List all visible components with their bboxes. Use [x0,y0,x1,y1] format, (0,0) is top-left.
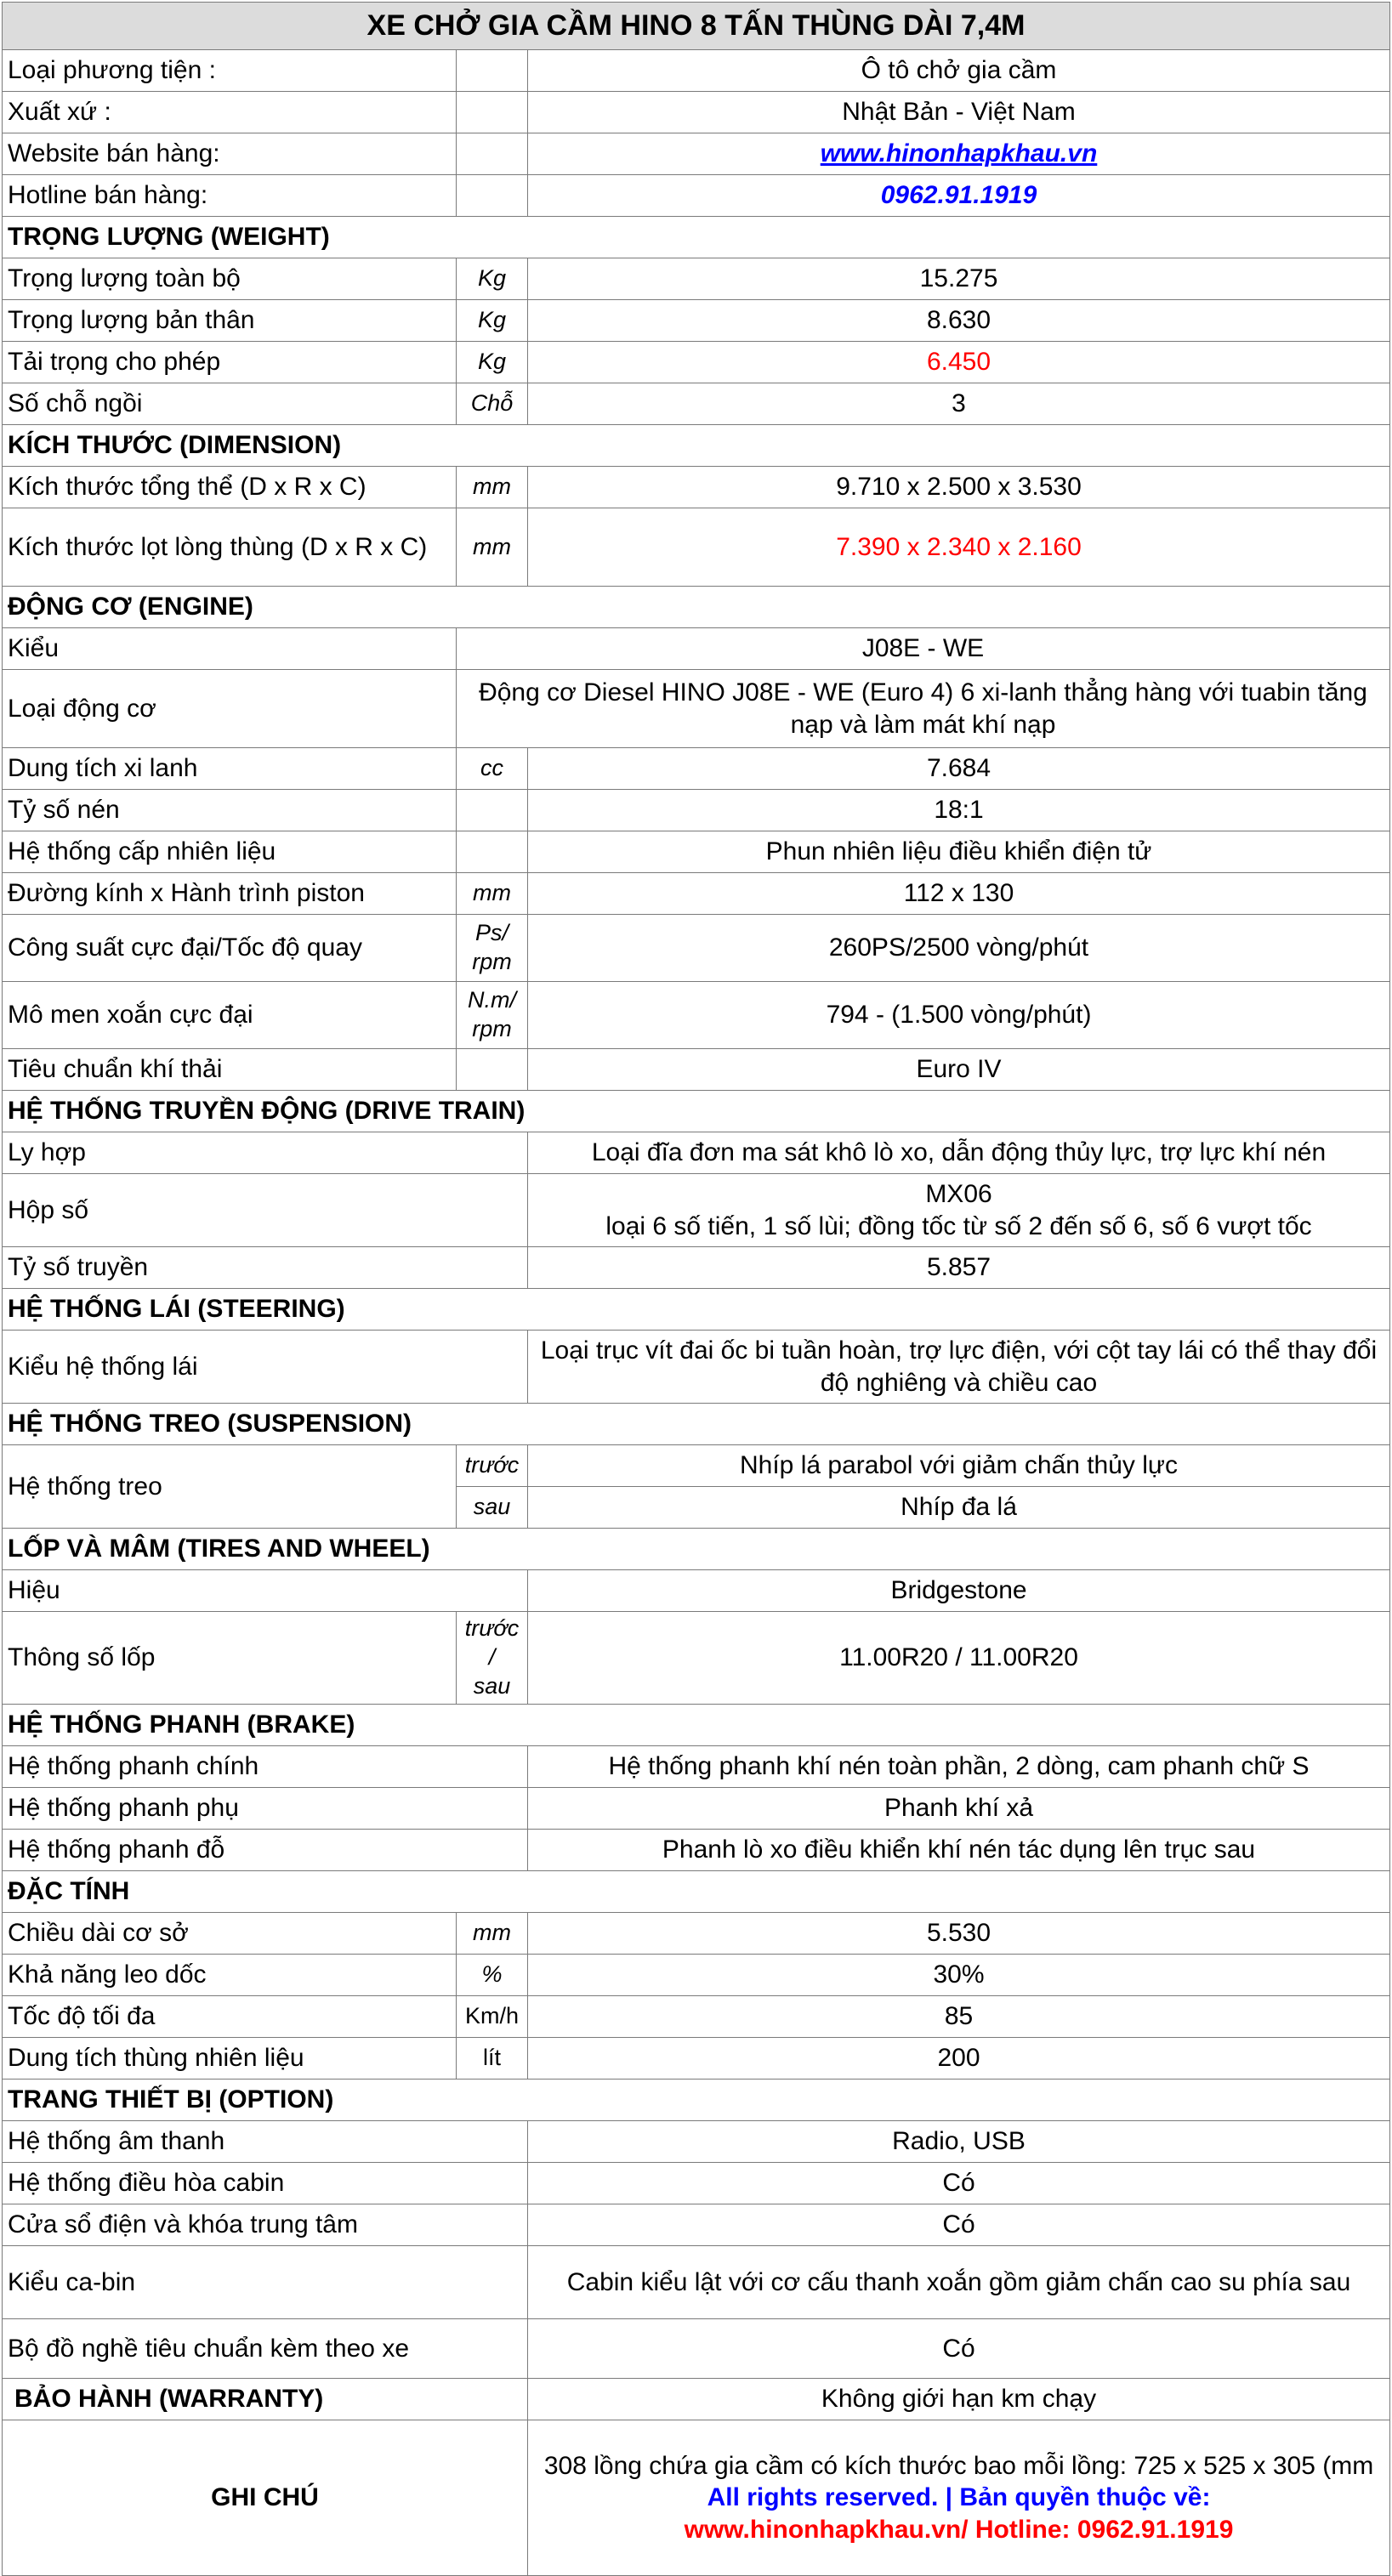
spec-label: Hệ thống treo [3,1445,457,1529]
spec-value: 5.857 [528,1247,1390,1289]
copyright-text: All rights reserved. | Bản quyền thuộc về: [707,2483,1211,2512]
spec-label: Loại phương tiện : [3,50,457,92]
spec-value: 9.710 x 2.500 x 3.530 [528,467,1390,508]
spec-label: Website bán hàng: [3,133,457,175]
spec-unit: Kg [457,300,528,342]
spec-unit: mm [457,467,528,508]
section-heading-suspension: HỆ THỐNG TREO (SUSPENSION) [3,1404,1390,1445]
spec-label: Tỷ số nén [3,790,457,831]
spec-label: Cửa sổ điện và khóa trung tâm [3,2204,528,2246]
spec-row [3,1746,1390,1788]
spec-row [3,1445,1390,1487]
spec-value: 18:1 [528,790,1390,831]
spec-value: 200 [528,2038,1390,2080]
spec-unit: mm [457,873,528,915]
spec-value-line: loại 6 số tiến, 1 số lùi; đồng tốc từ số 2 đến số 6, số 6 vượt tốc [605,1211,1312,1240]
spec-unit-line: Ps/ [474,920,509,946]
spec-label: Xuất xứ : [3,92,457,133]
note-row [3,2420,1390,2576]
spec-row [3,915,1390,982]
spec-row [3,467,1390,508]
spec-unit: sau [457,1487,528,1529]
spec-label: Hiệu [3,1570,528,1612]
spec-unit [457,1049,528,1091]
spec-row [3,1331,1390,1404]
spec-value: Loại trục vít đai ốc bi tuần hoàn, trợ lực điện, với cột tay lái có thể thay đổi độ nghiêng và chiều cao [528,1331,1390,1404]
spec-unit: Kg [457,342,528,383]
note-text: 308 lồng chứa gia cầm có kích thước bao mỗi lồng: 725 x 525 x 305 (mm [543,2451,1374,2480]
section-heading-brake: HỆ THỐNG PHANH (BRAKE) [3,1705,1390,1746]
spec-row [3,1913,1390,1955]
website-link[interactable]: www.hinonhapkhau.vn [820,139,1098,168]
page-title: XE CHỞ GIA CẦM HINO 8 TẤN THÙNG DÀI 7,4M [3,3,1390,50]
spec-unit-line: N.m/ [468,987,516,1013]
spec-value: Không giới hạn km chạy [528,2379,1390,2420]
spec-row [3,1955,1390,1996]
spec-row [3,1612,1390,1705]
spec-label: Hệ thống phanh phụ [3,1788,528,1830]
spec-row [3,748,1390,790]
spec-label: Công suất cực đại/Tốc độ quay [3,915,457,982]
spec-label: Kích thước tổng thể (D x R x C) [3,467,457,508]
spec-value: 11.00R20 / 11.00R20 [528,1612,1390,1705]
spec-value: Phanh lò xo điều khiển khí nén tác dụng lên trục sau [528,1830,1390,1871]
spec-unit-line: rpm [472,1016,512,1041]
spec-unit: Km/h [457,1996,528,2038]
spec-label: Mô men xoắn cực đại [3,982,457,1049]
section-heading-dimension: KÍCH THƯỚC (DIMENSION) [3,425,1390,467]
website-link-cell [528,133,1390,175]
spec-value: 8.630 [528,300,1390,342]
note-value [528,2420,1390,2576]
spec-label: Dung tích thùng nhiên liệu [3,2038,457,2080]
spec-label: Hệ thống âm thanh [3,2121,528,2163]
spec-label: Ly hợp [3,1132,528,1174]
section-heading-tires: LỐP VÀ MÂM (TIRES AND WHEEL) [3,1529,1390,1570]
spec-label: Dung tích xi lanh [3,748,457,790]
spec-label: Tải trọng cho phép [3,342,457,383]
spec-value-line: MX06 [925,1180,992,1208]
spec-label: Hệ thống điều hòa cabin [3,2163,528,2204]
spec-label: Kích thước lọt lòng thùng (D x R x C) [3,508,457,587]
spec-row [3,1247,1390,1289]
spec-row [3,300,1390,342]
section-heading-warranty: BẢO HÀNH (WARRANTY) [3,2379,528,2420]
spec-unit: Chỗ [457,383,528,425]
spec-unit [457,915,528,982]
spec-unit-line: rpm [472,949,512,974]
spec-value: Cabin kiểu lật với cơ cấu thanh xoắn gồm giảm chấn cao su phía sau [528,2246,1390,2319]
spec-label: Khả năng leo dốc [3,1955,457,1996]
spec-label: Đường kính x Hành trình piston [3,873,457,915]
spec-label: Hệ thống phanh chính [3,1746,528,1788]
spec-label: Kiểu ca-bin [3,2246,528,2319]
spec-row [3,133,1390,175]
spec-value: 794 - (1.500 vòng/phút) [528,982,1390,1049]
spec-value: Có [528,2319,1390,2379]
spec-value: Phun nhiên liệu điều khiển điện tử [528,831,1390,873]
spec-unit: mm [457,1913,528,1955]
spec-label: Trọng lượng toàn bộ [3,258,457,300]
section-heading-steering: HỆ THỐNG LÁI (STEERING) [3,1289,1390,1331]
spec-row [3,628,1390,670]
spec-value: Có [528,2204,1390,2246]
spec-value-highlight: 7.390 x 2.340 x 2.160 [528,508,1390,587]
spec-unit: % [457,1955,528,1996]
spec-row [3,92,1390,133]
spec-label: Tiêu chuẩn khí thải [3,1049,457,1091]
spec-label: Trọng lượng bản thân [3,300,457,342]
spec-value [528,1174,1390,1247]
spec-value: Hệ thống phanh khí nén toàn phần, 2 dòng, cam phanh chữ S [528,1746,1390,1788]
spec-label: Hộp số [3,1174,528,1247]
spec-label: Loại động cơ [3,670,457,748]
spec-row [3,1049,1390,1091]
spec-unit-line: sau [473,1672,511,1699]
spec-value: 112 x 130 [528,873,1390,915]
spec-row [3,2246,1390,2319]
spec-label: Thông số lốp [3,1612,457,1705]
spec-unit [457,790,528,831]
spec-row [3,258,1390,300]
spec-value: Ô tô chở gia cầm [528,50,1390,92]
spec-row [3,2204,1390,2246]
spec-unit [457,92,528,133]
spec-label: Tốc độ tối đa [3,1996,457,2038]
spec-label: Hệ thống phanh đỗ [3,1830,528,1871]
spec-row [3,383,1390,425]
spec-row [3,508,1390,587]
section-heading-drivetrain: HỆ THỐNG TRUYỀN ĐỘNG (DRIVE TRAIN) [3,1091,1390,1132]
hotline-value: 0962.91.1919 [528,175,1390,217]
spec-value: Loại đĩa đơn ma sát khô lò xo, dẫn động thủy lực, trợ lực khí nén [528,1132,1390,1174]
spec-unit [457,1612,528,1705]
spec-value: 260PS/2500 vòng/phút [528,915,1390,982]
spec-unit: Kg [457,258,528,300]
spec-row [3,790,1390,831]
spec-value: 85 [528,1996,1390,2038]
spec-row [3,2319,1390,2379]
spec-table [2,2,1390,2576]
spec-unit: lít [457,2038,528,2080]
contact-text: www.hinonhapkhau.vn/ Hotline: 0962.91.1919 [684,2515,1234,2544]
spec-row [3,175,1390,217]
spec-label: Hệ thống cấp nhiên liệu [3,831,457,873]
spec-value: Động cơ Diesel HINO J08E - WE (Euro 4) 6 xi-lanh thẳng hàng với tuabin tăng nạp và làm mát khí nạp [457,670,1390,748]
spec-row [3,831,1390,873]
spec-value: Radio, USB [528,2121,1390,2163]
spec-row [3,670,1390,748]
spec-label: Kiểu hệ thống lái [3,1331,528,1404]
section-heading-options: TRANG THIẾT BỊ (OPTION) [3,2080,1390,2121]
note-label: GHI CHÚ [3,2420,528,2576]
spec-label: Chiều dài cơ sở [3,1913,457,1955]
spec-value-highlight: 6.450 [528,342,1390,383]
spec-label: Tỷ số truyền [3,1247,528,1289]
spec-unit: cc [457,748,528,790]
spec-value: Nhíp lá parabol với giảm chấn thủy lực [528,1445,1390,1487]
spec-value: J08E - WE [457,628,1390,670]
spec-value: Có [528,2163,1390,2204]
spec-unit-line: trước [464,1615,520,1642]
spec-row [3,342,1390,383]
spec-row [3,2379,1390,2420]
spec-unit: mm [457,508,528,587]
spec-value: 15.275 [528,258,1390,300]
section-heading-features: ĐẶC TÍNH [3,1871,1390,1913]
spec-row [3,2121,1390,2163]
spec-row [3,1830,1390,1871]
spec-row [3,1174,1390,1247]
spec-row [3,982,1390,1049]
spec-value: 30% [528,1955,1390,1996]
spec-label: Kiểu [3,628,457,670]
spec-value: Bridgestone [528,1570,1390,1612]
spec-row [3,1132,1390,1174]
spec-row [3,1570,1390,1612]
spec-value: Phanh khí xả [528,1788,1390,1830]
spec-row [3,1788,1390,1830]
spec-unit-line: / [488,1644,496,1671]
spec-value: 5.530 [528,1913,1390,1955]
spec-row [3,2038,1390,2080]
section-heading-weight: TRỌNG LƯỢNG (WEIGHT) [3,217,1390,258]
spec-row [3,2163,1390,2204]
spec-unit [457,175,528,217]
spec-value: 7.684 [528,748,1390,790]
spec-row [3,1996,1390,2038]
spec-value: Nhíp đa lá [528,1487,1390,1529]
spec-unit [457,50,528,92]
spec-label: Hotline bán hàng: [3,175,457,217]
spec-unit [457,831,528,873]
spec-unit [457,133,528,175]
spec-row [3,873,1390,915]
spec-unit: trước [457,1445,528,1487]
spec-label: Số chỗ ngồi [3,383,457,425]
spec-row [3,50,1390,92]
spec-value: 3 [528,383,1390,425]
spec-label: Bộ đồ nghề tiêu chuẩn kèm theo xe [3,2319,528,2379]
section-heading-engine: ĐỘNG CƠ (ENGINE) [3,587,1390,628]
spec-unit [457,982,528,1049]
spec-value: Nhật Bản - Việt Nam [528,92,1390,133]
spec-value: Euro IV [528,1049,1390,1091]
